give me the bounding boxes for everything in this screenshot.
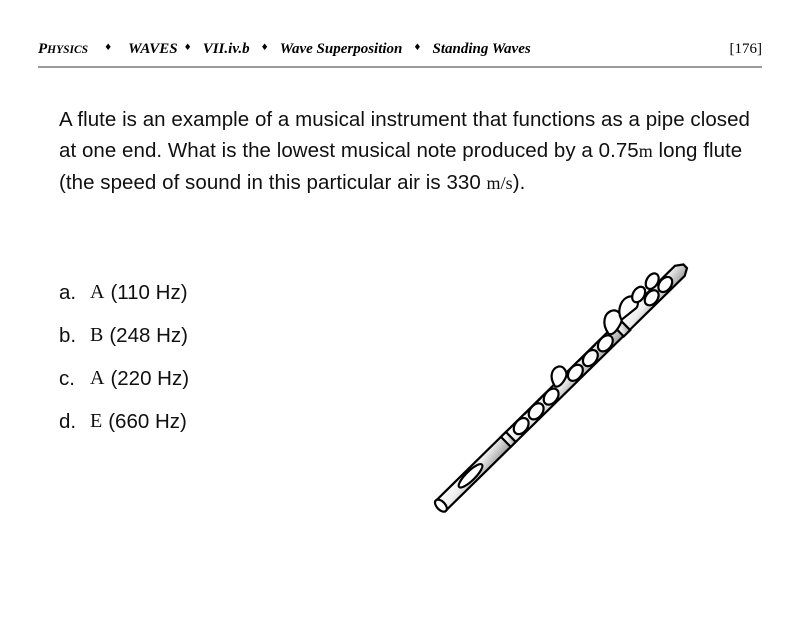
- header-separator-diamond-icon: ♦: [413, 43, 422, 53]
- flute-illustration: [415, 238, 715, 533]
- header-divider-rule: [38, 66, 762, 68]
- question-unit-meters: m: [638, 141, 653, 161]
- question-part-3: ).: [512, 171, 526, 194]
- answer-choice-list: [59, 281, 359, 453]
- question-part-2: long flute (the speed of sound in this particular air is 330: [59, 139, 743, 194]
- choice-frequency: (110 Hz): [110, 281, 188, 304]
- question-unit-meters-per-second: m/s: [486, 173, 513, 193]
- header-section-code: VII.iv.b: [202, 41, 250, 57]
- header-topic: Wave Superposition: [279, 41, 403, 57]
- header-subtopic: Standing Waves: [432, 41, 531, 57]
- header-separator-diamond-icon: ♦: [104, 43, 113, 53]
- choice-frequency: (660 Hz): [108, 410, 187, 433]
- choice-letter: b.: [59, 324, 77, 347]
- choice-letter: d.: [59, 410, 77, 433]
- choice-letter: a.: [59, 281, 77, 304]
- answer-choice-a[interactable]: [59, 281, 359, 324]
- header-subject-rest: HYSICS: [47, 44, 89, 56]
- answer-choice-c[interactable]: [59, 367, 359, 410]
- question-part-1: A flute is an example of a musical instrument that functions as a pipe closed at one end. What is the lowest musical note produced by a 0.75: [59, 108, 750, 162]
- choice-note-name: A: [90, 367, 105, 389]
- header-unit: WAVES: [128, 41, 178, 57]
- header-subject-initial: P: [38, 41, 48, 57]
- answer-choice-d[interactable]: [59, 410, 359, 453]
- flute-key-rings: [509, 273, 677, 438]
- header-separator-diamond-icon: ♦: [260, 43, 269, 53]
- choice-note-name: B: [90, 324, 104, 346]
- header-subject: [38, 41, 88, 58]
- page-number: [176]: [729, 41, 762, 57]
- flute-lever-keys: [544, 269, 666, 389]
- header-separator-diamond-icon: ♦: [183, 43, 192, 53]
- question-text: [59, 104, 765, 199]
- choice-frequency: (220 Hz): [110, 367, 190, 390]
- choice-note-name: E: [90, 410, 103, 432]
- answer-choice-b[interactable]: [59, 324, 359, 367]
- flute-body-group: [424, 251, 690, 514]
- choice-frequency: (248 Hz): [109, 324, 188, 347]
- choice-note-name: A: [90, 281, 105, 303]
- choice-letter: c.: [59, 367, 75, 390]
- running-header: [38, 41, 762, 63]
